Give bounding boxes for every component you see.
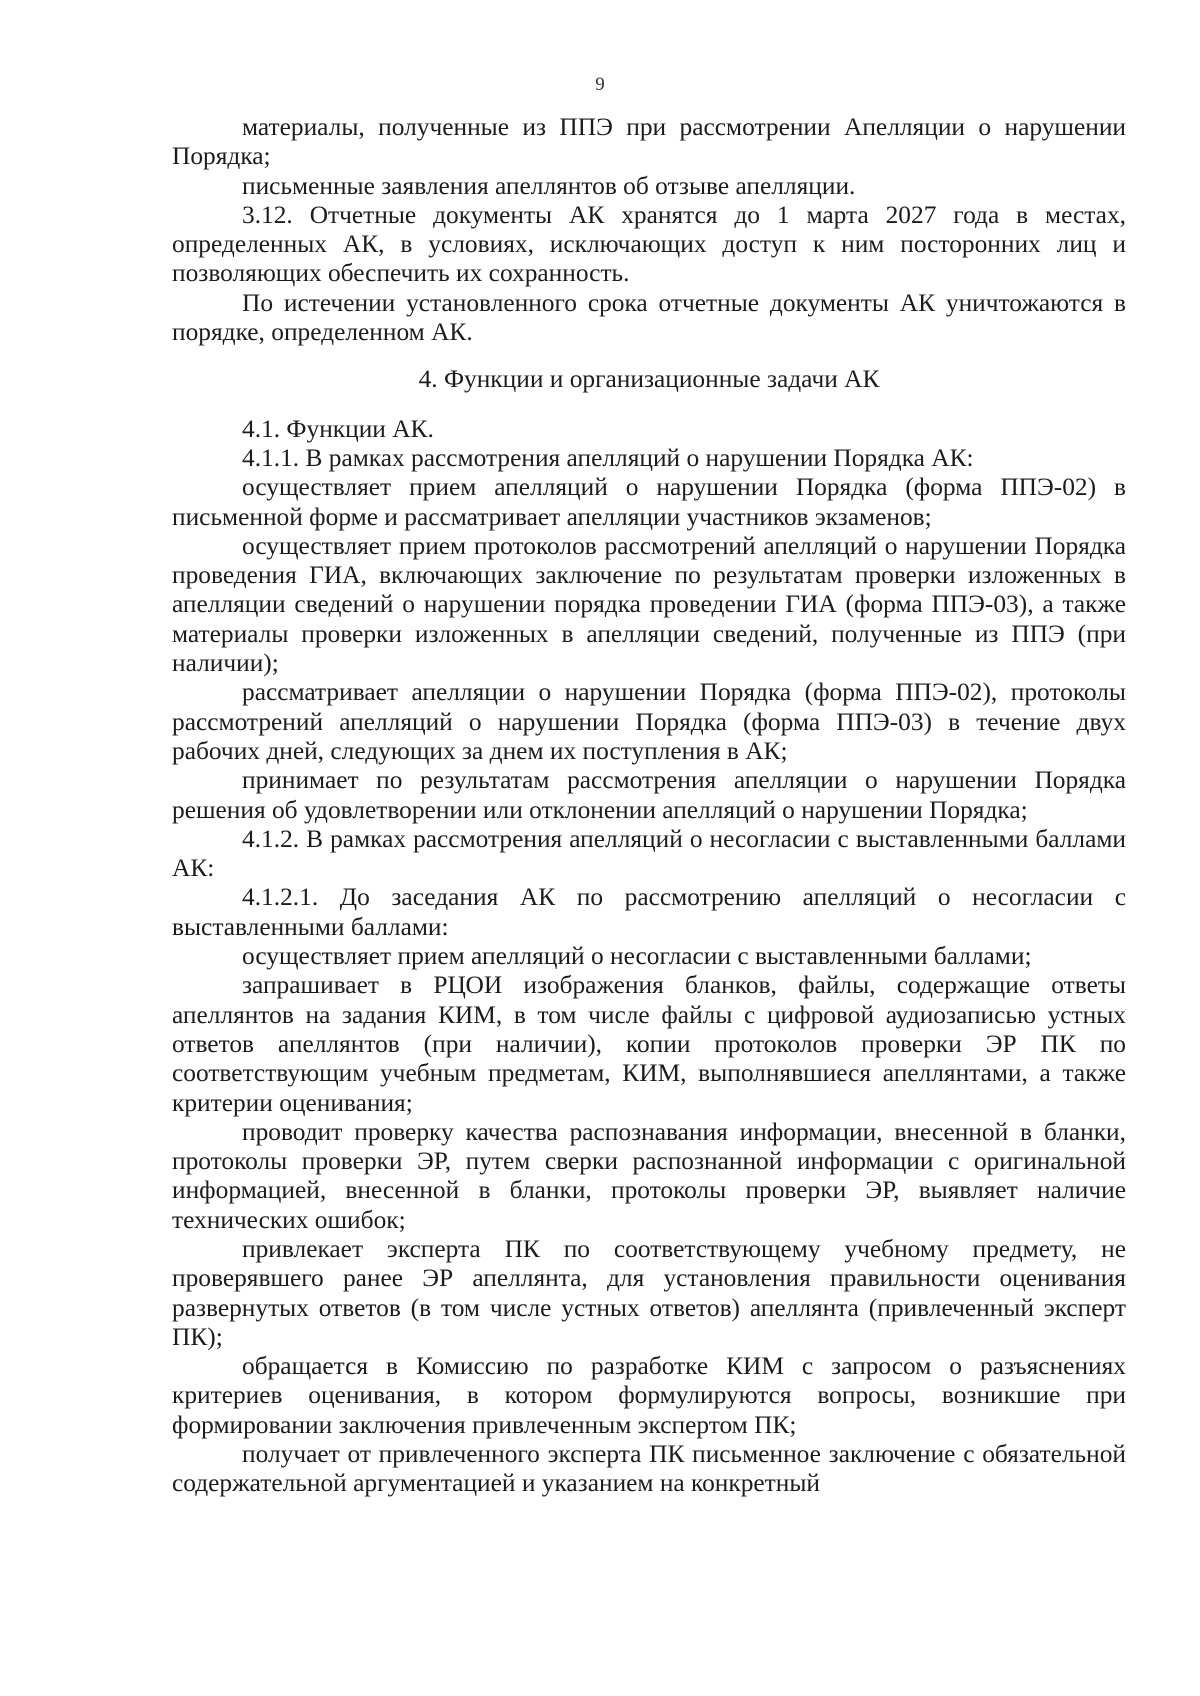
- paragraph: 3.12. Отчетные документы АК хранятся до 1 марта 2027 года в местах, определенных АК, в условиях, исключающих доступ к ним посторонних лиц и позволяющих обеспечить их сохранность.: [172, 200, 1126, 288]
- paragraph: проводит проверку качества распознавания информации, внесенной в бланки, протоколы проверки ЭР, путем сверки распознанной информации с оригинальной информацией, внесенной в бланки, протоколы проверки ЭР, выявляет наличие технических ошибок;: [172, 1117, 1126, 1234]
- paragraph: принимает по результатам рассмотрения апелляции о нарушении Порядка решения об удовлетворении или отклонении апелляций о нарушении Порядка;: [172, 766, 1126, 824]
- paragraph: осуществляет прием протоколов рассмотрений апелляций о нарушении Порядка проведения ГИА, включающих заключение по результатам проверки изложенных в апелляции сведений о нарушении порядка проведении ГИА (форма ППЭ-03), а также материалы проверки изложенных в апелляции сведений, полученные из ППЭ (при наличии);: [172, 531, 1126, 678]
- paragraph: осуществляет прием апелляций о нарушении Порядка (форма ППЭ-02) в письменной форме и рассматривает апелляции участников экзаменов;: [172, 473, 1126, 531]
- document-body: [172, 113, 1126, 1499]
- section-heading: 4. Функции и организационные задачи АК: [418, 365, 880, 394]
- paragraph: По истечении установленного срока отчетные документы АК уничтожаются в порядке, определенном АК.: [172, 288, 1126, 347]
- paragraph: осуществляет прием апелляций о несогласии с выставленными баллами;: [242, 942, 1032, 971]
- paragraph: материалы, полученные из ППЭ при рассмотрении Апелляции о нарушении Порядка;: [172, 113, 1126, 171]
- paragraph: обращается в Комиссию по разработке КИМ с запросом о разъяснениях критериев оценивания, в котором формулируются вопросы, возникшие при формировании заключения привлеченным экспертом ПК;: [172, 1352, 1126, 1439]
- paragraph: письменные заявления апеллянтов об отзыве апелляции.: [242, 171, 856, 200]
- paragraph: привлекает эксперта ПК по соответствующему учебному предмету, не проверявшего ранее ЭР апеллянта, для установления правильности оценивания развернутых ответов (в том числе устных ответов) апеллянта (привлеченный эксперт ПК);: [172, 1234, 1126, 1351]
- paragraph: 4.1.2.1. До заседания АК по рассмотрению апелляций о несогласии с выставленными баллами:: [172, 883, 1126, 941]
- paragraph: 4.1. Функции АК.: [242, 414, 434, 443]
- paragraph: запрашивает в РЦОИ изображения бланков, файлы, содержащие ответы апеллянтов на задания КИМ, в том числе файлы с цифровой аудиозаписью устных ответов апеллянтов (при наличии), копии протоколов проверки ЭР ПК по соответствующим учебным предметам, КИМ, выполнявшиеся апеллянтами, а также критерии оценивания;: [172, 971, 1126, 1117]
- paragraph: рассматривает апелляции о нарушении Порядка (форма ППЭ-02), протоколы рассмотрений апелляций о нарушении Порядка (форма ППЭ-03) в течение двух рабочих дней, следующих за днем их поступления в АК;: [172, 678, 1126, 765]
- page-number: 9: [595, 74, 605, 95]
- paragraph: 4.1.2. В рамках рассмотрения апелляций о несогласии с выставленными баллами АК:: [172, 824, 1126, 883]
- paragraph: 4.1.1. В рамках рассмотрения апелляций о нарушении Порядка АК:: [242, 443, 974, 472]
- paragraph: получает от привлеченного эксперта ПК письменное заключение с обязательной содержательной аргументацией и указанием на конкретный: [172, 1440, 1126, 1498]
